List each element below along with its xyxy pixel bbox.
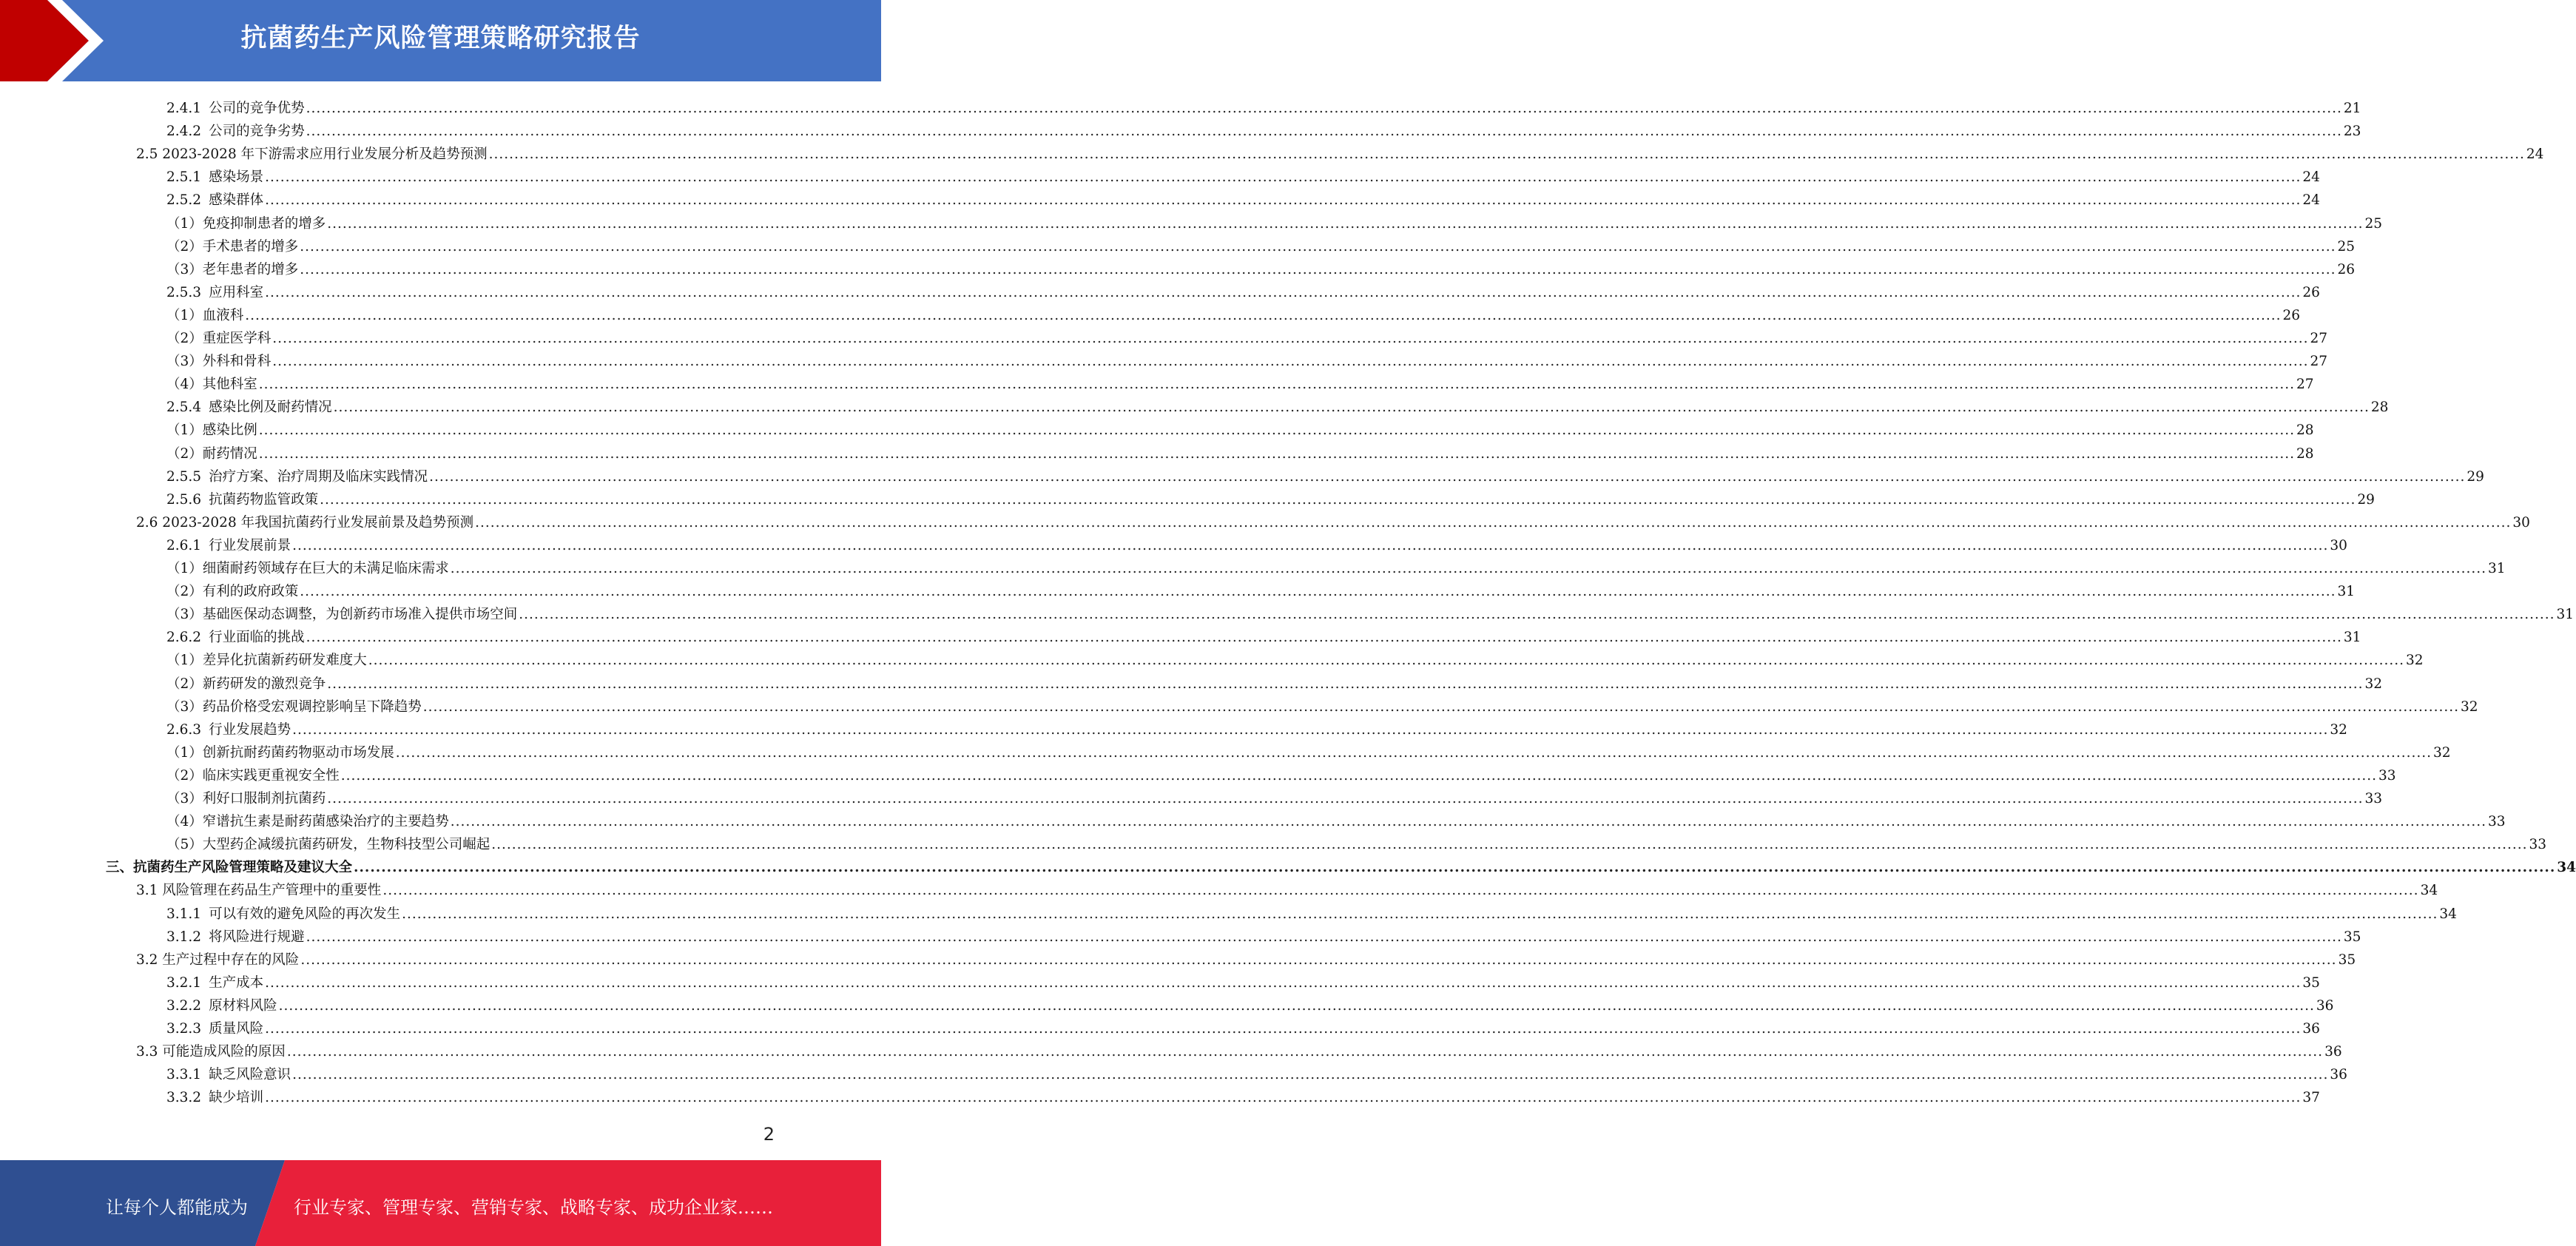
toc-entry-text: （1）免疫抑制患者的增多 <box>166 215 326 232</box>
toc-entry[interactable] <box>166 646 2424 669</box>
toc-leader-dots: ................................................................................................................................................................................................................................................................................................................................................................................................................ <box>488 147 2525 163</box>
toc-leader-dots: ................................................................................................................................................................................................................................................................................................................................................................................................................ <box>300 261 2336 277</box>
toc-entry-label <box>166 285 263 301</box>
toc-entry-page: 32 <box>2364 676 2383 692</box>
toc-entry-label <box>166 676 326 693</box>
toc-leader-dots: ................................................................................................................................................................................................................................................................................................................................................................................................................ <box>300 952 2337 968</box>
toc-entry-text: （3）利好口服制剂抗菌药 <box>166 791 326 806</box>
toc-entry-label <box>166 1021 263 1037</box>
toc-entry-text: （1）创新抗耐药菌药物驱动市场发展 <box>166 744 394 761</box>
toc-entry-label <box>166 768 340 784</box>
toc-entry-label <box>166 584 298 600</box>
toc-entry-text: 原材料风险 <box>209 997 277 1014</box>
toc-entry-number: 2.6.1 <box>166 537 202 553</box>
toc-entry-page: 27 <box>2310 354 2328 370</box>
toc-entry-number: 2.5.3 <box>166 284 202 300</box>
toc-entry-page: 33 <box>2529 837 2547 853</box>
document-title: 抗菌药生产风险管理策略研究报告 <box>240 24 641 53</box>
toc-leader-dots: ................................................................................................................................................................................................................................................................................................................................................................................................................ <box>429 468 2466 485</box>
toc-entry-label <box>166 1090 263 1106</box>
toc-entry-page: 32 <box>2433 744 2451 761</box>
toc-entry[interactable] <box>166 784 2383 807</box>
toc-entry-label <box>166 791 326 807</box>
toc-entry-number: 3.1.1 <box>166 906 202 922</box>
toc-leader-dots: ................................................................................................................................................................................................................................................................................................................................................................................................................ <box>340 767 2378 784</box>
toc-leader-dots: ................................................................................................................................................................................................................................................................................................................................................................................................................ <box>258 445 2296 462</box>
toc-entry-label <box>166 308 243 324</box>
toc-entry[interactable] <box>106 853 2576 876</box>
toc-entry-label <box>166 814 449 830</box>
toc-leader-dots: ................................................................................................................................................................................................................................................................................................................................................................................................................ <box>245 307 2282 323</box>
toc-entry-text: 质量风险 <box>209 1021 264 1037</box>
toc-leader-dots: ................................................................................................................................................................................................................................................................................................................................................................................................................ <box>306 101 2342 116</box>
toc-entry-page: 25 <box>2364 215 2383 232</box>
toc-entry[interactable] <box>136 508 2530 531</box>
toc-entry-label <box>166 469 428 485</box>
toc-entry-page: 30 <box>2330 537 2347 553</box>
toc-entry-number: 2.5.2 <box>166 192 202 209</box>
toc-entry-label <box>166 906 400 923</box>
toc-entry-label <box>166 192 263 209</box>
toc-entry-page: 36 <box>2330 1067 2347 1083</box>
toc-entry-page: 28 <box>2296 445 2314 462</box>
toc-entry-text: （2）新药研发的激烈竞争 <box>166 676 326 692</box>
toc-entry[interactable] <box>166 1060 2347 1083</box>
toc-entry-label <box>166 354 271 370</box>
footer-slogan-left: 让每个人都能成为 <box>106 1197 248 1218</box>
toc-entry-label <box>166 400 332 416</box>
toc-entry-label <box>166 377 257 393</box>
toc-leader-dots: ................................................................................................................................................................................................................................................................................................................................................................................................................ <box>306 929 2342 945</box>
toc-entry-page: 29 <box>2357 491 2375 508</box>
toc-leader-dots: ................................................................................................................................................................................................................................................................................................................................................................................................................ <box>382 883 2419 899</box>
toc-entry-page: 26 <box>2302 284 2320 300</box>
toc-entry-label <box>166 446 257 462</box>
toc-entry-text: 可以有效的避免风险的再次发生 <box>209 906 401 922</box>
toc-entry[interactable] <box>166 670 2383 693</box>
toc-leader-dots: ................................................................................................................................................................................................................................................................................................................................................................................................................ <box>265 284 2302 300</box>
page-footer <box>0 1160 881 1246</box>
toc-leader-dots: ................................................................................................................................................................................................................................................................................................................................................................................................................ <box>450 561 2487 576</box>
toc-entry-number: 2.6.2 <box>166 630 202 646</box>
toc-leader-dots: ................................................................................................................................................................................................................................................................................................................................................................................................................ <box>306 124 2342 140</box>
toc-entry-text: （4）其他科室 <box>166 377 257 393</box>
toc-entry[interactable] <box>166 577 2356 600</box>
toc-entry[interactable] <box>166 370 2314 393</box>
toc-entry-number: 2.4.1 <box>166 101 202 116</box>
toc-entry-page: 34 <box>2557 860 2576 876</box>
toc-entry[interactable] <box>166 278 2320 301</box>
toc-entry-text: （5）大型药企减缓抗菌药研发，生物科技型公司崛起 <box>166 837 490 853</box>
toc-entry-label <box>136 883 381 899</box>
footer-slogan-right: 行业专家、管理专家、营销专家、战略专家、成功企业家…… <box>294 1197 773 1218</box>
toc-leader-dots: ................................................................................................................................................................................................................................................................................................................................................................................................................ <box>300 584 2336 600</box>
toc-entry[interactable] <box>166 393 2389 416</box>
toc-entry-label <box>166 538 291 554</box>
toc-leader-dots: ................................................................................................................................................................................................................................................................................................................................................................................................................ <box>272 331 2309 346</box>
toc-leader-dots: ................................................................................................................................................................................................................................................................................................................................................................................................................ <box>265 169 2302 186</box>
toc-entry-number: 2.5.6 <box>166 491 202 508</box>
toc-leader-dots: ................................................................................................................................................................................................................................................................................................................................................................................................................ <box>327 791 2364 806</box>
toc-entry-page: 21 <box>2343 101 2361 116</box>
toc-entry-text: 感染群体 <box>209 192 264 209</box>
toc-entry-text: （4）窄谱抗生素是耐药菌感染治疗的主要趋势 <box>166 814 449 830</box>
toc-leader-dots: ................................................................................................................................................................................................................................................................................................................................................................................................................ <box>327 676 2364 692</box>
toc-entry-text: 缺少培训 <box>209 1090 264 1106</box>
toc-entry-text: （2）重症医学科 <box>166 331 272 346</box>
toc-entry-label <box>166 101 305 117</box>
page-number: 2 <box>763 1124 775 1145</box>
toc-entry-text: （3）外科和骨科 <box>166 354 272 370</box>
toc-entry-label <box>166 1067 291 1083</box>
toc-entry-text: 治疗方案、治疗周期及临床实践情况 <box>209 468 428 485</box>
toc-entry-page: 35 <box>2338 952 2356 968</box>
toc-entry[interactable] <box>166 830 2547 853</box>
toc-leader-dots: ................................................................................................................................................................................................................................................................................................................................................................................................................ <box>300 238 2336 255</box>
toc-entry-page: 32 <box>2330 721 2347 738</box>
toc-entry-page: 33 <box>2364 791 2383 806</box>
toc-leader-dots: ................................................................................................................................................................................................................................................................................................................................................................................................................ <box>327 215 2364 232</box>
toc-entry-label <box>166 262 298 278</box>
toc-entry-label <box>166 998 277 1014</box>
toc-leader-dots: ................................................................................................................................................................................................................................................................................................................................................................................................................ <box>450 814 2487 830</box>
toc-entry-text: 缺乏风险意识 <box>209 1067 291 1083</box>
toc-entry[interactable] <box>166 600 2575 623</box>
toc-entry-text: 行业发展趋势 <box>209 721 291 738</box>
toc-leader-dots: ................................................................................................................................................................................................................................................................................................................................................................................................................ <box>265 1090 2302 1106</box>
toc-entry[interactable] <box>166 738 2451 761</box>
toc-entry[interactable] <box>136 946 2356 969</box>
toc-entry-page: 23 <box>2343 124 2361 140</box>
toc-entry[interactable] <box>166 462 2484 485</box>
toc-leader-dots: ................................................................................................................................................................................................................................................................................................................................................................................................................ <box>292 1067 2329 1083</box>
toc-entry-number: 3.2.1 <box>166 974 202 991</box>
toc-entry-text: （2）临床实践更重视安全性 <box>166 767 340 784</box>
toc-entry-page: 24 <box>2302 192 2320 209</box>
toc-entry-page: 27 <box>2310 331 2328 346</box>
toc-entry-page: 30 <box>2512 514 2530 531</box>
toc-entry-text: （3）基础医保动态调整，为创新药市场准入提供市场空间 <box>166 607 518 623</box>
toc-leader-dots: ................................................................................................................................................................................................................................................................................................................................................................................................................ <box>475 514 2512 531</box>
toc-entry-page: 31 <box>2337 584 2356 600</box>
toc-leader-dots: ................................................................................................................................................................................................................................................................................................................................................................................................................ <box>519 607 2555 623</box>
toc-entry[interactable] <box>166 440 2314 462</box>
toc-entry-text: 应用科室 <box>209 284 264 300</box>
toc-entry-text: 三、抗菌药生产风险管理策略及建议大全 <box>106 860 353 876</box>
toc-entry[interactable] <box>166 807 2506 830</box>
toc-leader-dots: ................................................................................................................................................................................................................................................................................................................................................................................................................ <box>292 537 2329 553</box>
toc-entry-text: 感染比例及耐药情况 <box>209 400 332 416</box>
toc-entry-text: 生产成本 <box>209 974 264 991</box>
toc-entry[interactable] <box>166 209 2383 232</box>
toc-entry-number: 2.4.2 <box>166 124 202 140</box>
toc-entry-label <box>166 975 263 991</box>
toc-entry-label <box>106 860 352 876</box>
toc-entry-text: 将风险进行规避 <box>209 929 305 945</box>
toc-entry[interactable] <box>166 232 2356 255</box>
toc-entry-page: 32 <box>2461 698 2478 715</box>
toc-leader-dots: ................................................................................................................................................................................................................................................................................................................................................................................................................ <box>320 491 2356 508</box>
toc-entry[interactable] <box>166 347 2328 370</box>
toc-entry-page: 33 <box>2378 767 2396 784</box>
toc-leader-dots: ................................................................................................................................................................................................................................................................................................................................................................................................................ <box>395 744 2432 761</box>
toc-entry-label <box>166 630 305 646</box>
toc-entry-number: 3.1.2 <box>166 929 202 945</box>
toc-leader-dots: ................................................................................................................................................................................................................................................................................................................................................................................................................ <box>286 1044 2324 1060</box>
toc-entry[interactable] <box>166 117 2361 140</box>
toc-entry-number: 3.2.3 <box>166 1021 202 1037</box>
toc-leader-dots: ................................................................................................................................................................................................................................................................................................................................................................................................................ <box>402 906 2438 922</box>
toc-entry-page: 36 <box>2316 997 2334 1014</box>
toc-entry[interactable] <box>166 693 2478 715</box>
toc-entry-label <box>166 169 263 186</box>
toc-leader-dots: ................................................................................................................................................................................................................................................................................................................................................................................................................ <box>368 653 2405 669</box>
toc-entry-number: 3.3.1 <box>166 1067 202 1083</box>
toc-entry-text: 2.5 2023-2028 年下游需求应用行业发展分析及趋势预测 <box>136 147 488 163</box>
toc-entry-text: （1）差异化抗菌新药研发难度大 <box>166 653 367 669</box>
toc-entry[interactable] <box>166 186 2320 209</box>
toc-entry-text: （2）耐药情况 <box>166 445 257 462</box>
toc-entry[interactable] <box>166 324 2328 347</box>
toc-entry-number: 2.5.1 <box>166 169 202 186</box>
toc-entry-page: 28 <box>2370 400 2389 416</box>
toc-entry-page: 29 <box>2467 468 2484 485</box>
toc-entry-label <box>166 699 422 715</box>
toc-entry-page: 33 <box>2488 814 2506 830</box>
toc-entry-label <box>136 147 488 163</box>
toc-entry-text: 公司的竞争劣势 <box>209 124 305 140</box>
toc-entry[interactable] <box>166 163 2320 186</box>
toc-entry-text: （1）细菌耐药领域存在巨大的未满足临床需求 <box>166 561 449 576</box>
toc-entry-page: 32 <box>2406 653 2424 669</box>
toc-entry-page: 31 <box>2343 630 2361 646</box>
toc-entry[interactable] <box>166 301 2301 324</box>
toc-leader-dots: ................................................................................................................................................................................................................................................................................................................................................................................................................ <box>258 422 2296 439</box>
toc-entry-text: 3.1 风险管理在药品生产管理中的重要性 <box>136 883 382 899</box>
toc-entry-text: 感染场景 <box>209 169 264 186</box>
toc-entry[interactable] <box>166 255 2356 278</box>
toc-entry[interactable] <box>166 94 2361 117</box>
toc-entry[interactable] <box>166 554 2506 577</box>
toc-entry[interactable] <box>166 531 2347 554</box>
toc-entry-label <box>166 422 257 439</box>
toc-entry-text: 3.2 生产过程中存在的风险 <box>136 952 300 968</box>
toc-entry-text: 行业发展前景 <box>209 537 291 553</box>
toc-entry-page: 36 <box>2324 1044 2342 1060</box>
toc-entry-page: 36 <box>2302 1021 2320 1037</box>
toc-entry-page: 25 <box>2337 238 2356 255</box>
toc-entry-page: 35 <box>2343 929 2361 945</box>
toc-entry-label <box>166 216 326 232</box>
toc-leader-dots: ................................................................................................................................................................................................................................................................................................................................................................................................................ <box>292 721 2329 738</box>
toc-entry[interactable] <box>166 485 2375 508</box>
toc-entry-page: 24 <box>2302 169 2320 186</box>
toc-entry-page: 26 <box>2282 307 2301 323</box>
toc-entry-number: 3.2.2 <box>166 997 202 1014</box>
toc-entry-page: 27 <box>2296 377 2314 393</box>
toc-entry-page: 26 <box>2337 261 2356 277</box>
toc-entry-text: （1）血液科 <box>166 307 244 323</box>
toc-entry-number: 2.5.4 <box>166 400 202 416</box>
toc-entry[interactable] <box>166 991 2334 1014</box>
toc-entry[interactable] <box>136 1037 2342 1060</box>
toc-entry-page: 35 <box>2302 974 2320 991</box>
toc-entry-label <box>166 561 449 577</box>
toc-entry-label <box>166 607 517 623</box>
toc-entry[interactable] <box>166 715 2347 738</box>
toc-entry[interactable] <box>166 1083 2320 1106</box>
toc-entry-page: 31 <box>2488 561 2506 576</box>
toc-leader-dots: ................................................................................................................................................................................................................................................................................................................................................................................................................ <box>278 997 2315 1014</box>
toc-entry[interactable] <box>136 876 2438 899</box>
toc-entry[interactable] <box>166 761 2396 784</box>
toc-leader-dots: ................................................................................................................................................................................................................................................................................................................................................................................................................ <box>265 1021 2302 1037</box>
toc-entry-label <box>166 331 271 347</box>
toc-entry[interactable] <box>136 140 2544 163</box>
toc-entry-label <box>166 745 394 761</box>
toc-entry-label <box>166 837 490 853</box>
toc-entry-text: 行业面临的挑战 <box>209 630 305 646</box>
toc-leader-dots: ................................................................................................................................................................................................................................................................................................................................................................................................................ <box>333 400 2370 416</box>
toc-entry-text: （1）感染比例 <box>166 422 257 439</box>
toc-entry[interactable] <box>166 923 2361 946</box>
toc-leader-dots: ................................................................................................................................................................................................................................................................................................................................................................................................................ <box>272 354 2309 370</box>
toc-entry[interactable] <box>166 623 2361 646</box>
toc-leader-dots: ................................................................................................................................................................................................................................................................................................................................................................................................................ <box>265 974 2302 991</box>
toc-entry-label <box>136 952 299 969</box>
toc-entry[interactable] <box>166 416 2314 439</box>
toc-entry-page: 34 <box>2439 906 2457 922</box>
toc-entry-text: 3.3 可能造成风险的原因 <box>136 1044 286 1060</box>
toc-leader-dots: ................................................................................................................................................................................................................................................................................................................................................................................................................ <box>306 630 2342 646</box>
toc-entry-number: 3.3.2 <box>166 1090 202 1106</box>
toc-leader-dots: ................................................................................................................................................................................................................................................................................................................................................................................................................ <box>354 860 2556 876</box>
toc-entry-number: 2.6.3 <box>166 721 202 738</box>
toc-entry-text: （2）手术患者的增多 <box>166 238 299 255</box>
toc-entry-label <box>166 239 298 255</box>
toc-entry-text: 公司的竞争优势 <box>209 101 305 116</box>
toc-entry-page: 34 <box>2420 883 2438 899</box>
toc-entry-number: 2.5.5 <box>166 468 202 485</box>
toc-entry-label <box>136 1044 286 1060</box>
page-header <box>0 0 881 81</box>
toc-leader-dots: ................................................................................................................................................................................................................................................................................................................................................................................................................ <box>258 377 2296 393</box>
toc-entry-text: （3）药品价格受宏观调控影响呈下降趋势 <box>166 698 422 715</box>
toc-entry-text: （3）老年患者的增多 <box>166 261 299 277</box>
toc-leader-dots: ................................................................................................................................................................................................................................................................................................................................................................................................................ <box>422 698 2460 715</box>
toc-entry-page: 37 <box>2302 1090 2320 1106</box>
toc-entry[interactable] <box>166 900 2457 923</box>
toc-entry-label <box>166 492 318 508</box>
toc-entry-page: 31 <box>2556 607 2575 623</box>
toc-entry-label <box>166 929 305 946</box>
toc-entry[interactable] <box>166 969 2320 991</box>
toc-entry-page: 24 <box>2526 147 2544 163</box>
toc-entry-label <box>166 124 305 140</box>
toc-entry-text: 抗菌药物监管政策 <box>209 491 319 508</box>
toc-entry-page: 28 <box>2296 422 2314 439</box>
toc-entry-label <box>136 515 473 531</box>
toc-entry-text: （2）有利的政府政策 <box>166 584 299 600</box>
toc-leader-dots: ................................................................................................................................................................................................................................................................................................................................................................................................................ <box>265 192 2302 209</box>
toc-leader-dots: ................................................................................................................................................................................................................................................................................................................................................................................................................ <box>491 837 2528 853</box>
toc-entry-label <box>166 722 291 738</box>
toc-entry[interactable] <box>166 1014 2320 1037</box>
toc-entry-label <box>166 653 367 669</box>
toc-entry-text: 2.6 2023-2028 年我国抗菌药行业发展前景及趋势预测 <box>136 514 474 531</box>
